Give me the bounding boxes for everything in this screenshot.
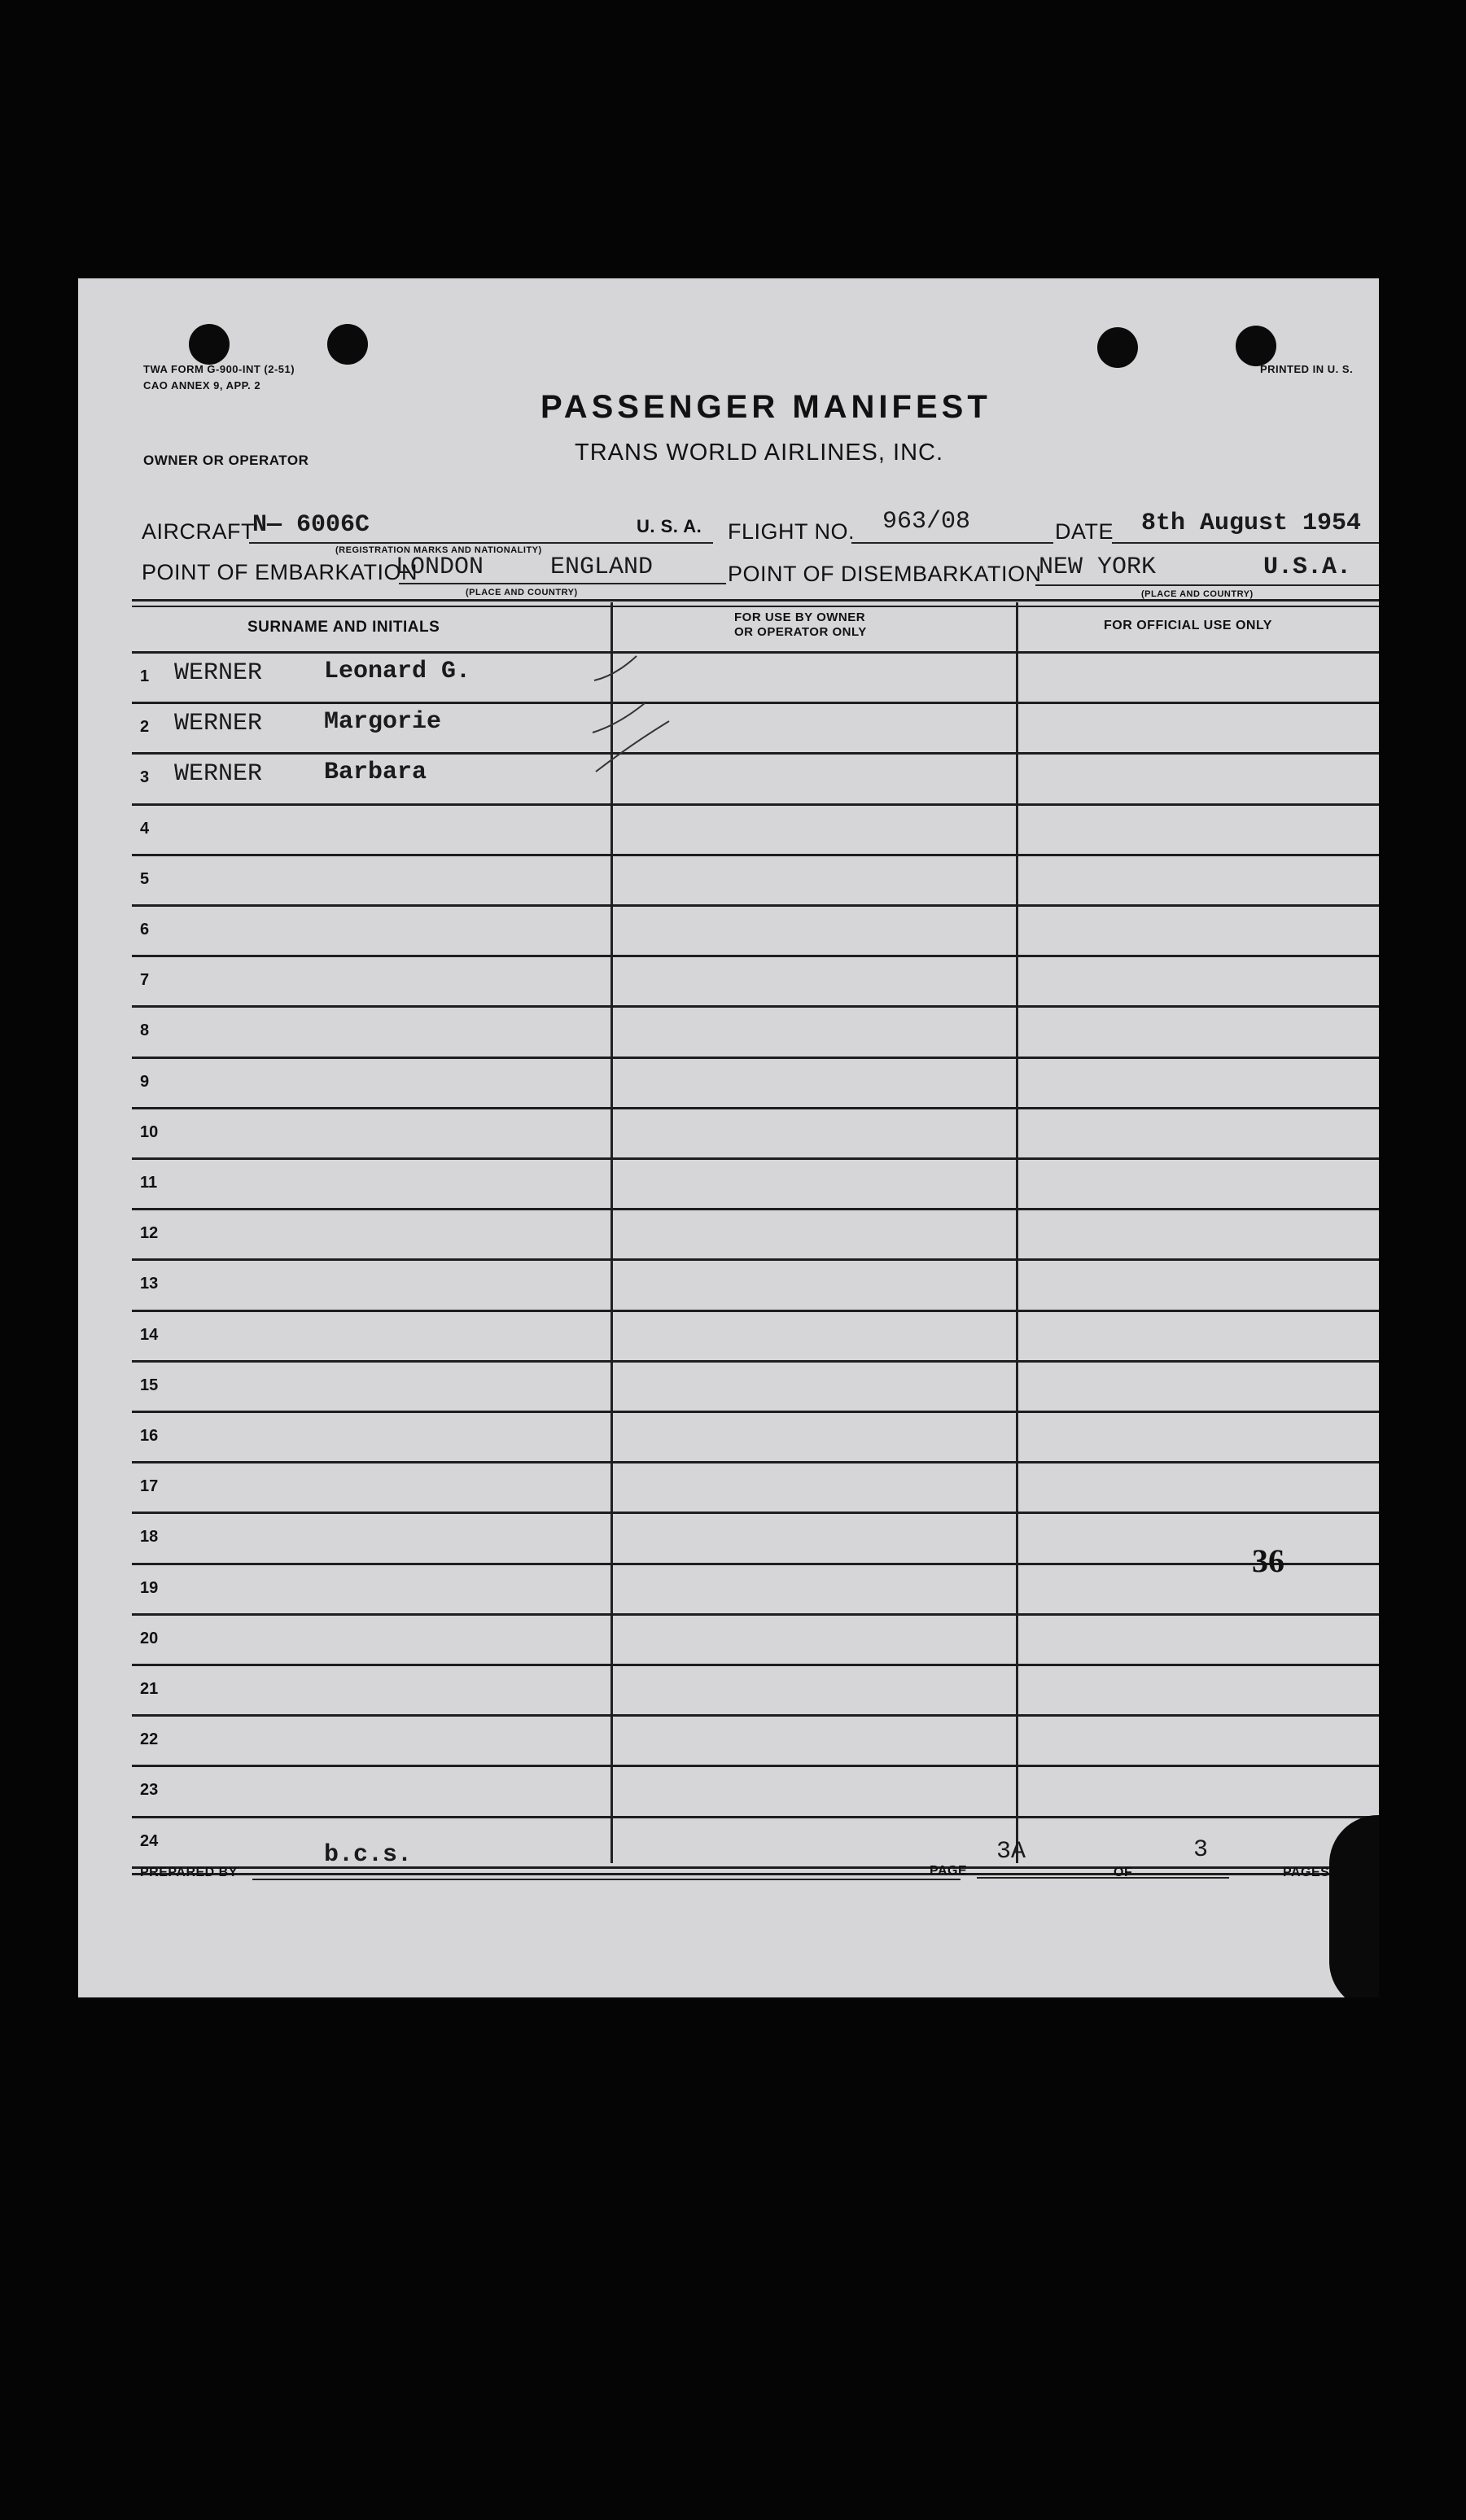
row-number: 2 bbox=[140, 718, 150, 736]
row-number: 20 bbox=[140, 1630, 159, 1647]
disembarkation-country: U.S.A. bbox=[1263, 553, 1352, 581]
row-rule bbox=[132, 1157, 1379, 1160]
date-label: DATE bbox=[1055, 519, 1114, 544]
page-value: 3A bbox=[996, 1838, 1026, 1866]
row-rule bbox=[132, 1258, 1379, 1261]
of-underline bbox=[1140, 1877, 1229, 1879]
flight-label: FLIGHT NO. bbox=[728, 519, 856, 544]
place-note: (PLACE AND COUNTRY) bbox=[466, 588, 578, 597]
column-divider bbox=[610, 602, 613, 1863]
row-rule bbox=[132, 702, 1379, 704]
airline-name: TRANS WORLD AIRLINES, INC. bbox=[575, 440, 944, 466]
row-rule bbox=[132, 1816, 1379, 1818]
row-number: 5 bbox=[140, 870, 150, 888]
passenger-surname: WERNER bbox=[174, 659, 263, 687]
form-code: TWA FORM G-900-INT (2-51) bbox=[143, 363, 295, 375]
official-note: 36 bbox=[1252, 1542, 1284, 1579]
row-number: 7 bbox=[140, 971, 150, 989]
prepared-underline bbox=[252, 1879, 961, 1880]
row-number: 19 bbox=[140, 1579, 159, 1597]
row-number: 16 bbox=[140, 1427, 159, 1445]
row-rule bbox=[132, 854, 1379, 856]
of-label: OF bbox=[1114, 1866, 1133, 1879]
disembarkation-label: POINT OF DISEMBARKATION bbox=[728, 562, 1042, 586]
row-rule bbox=[132, 1563, 1379, 1565]
column-header-owner: FOR USE BY OWNER bbox=[734, 610, 866, 624]
column-divider bbox=[1016, 602, 1018, 1863]
row-number: 3 bbox=[140, 768, 150, 786]
row-number: 23 bbox=[140, 1781, 159, 1799]
column-header-name: SURNAME AND INITIALS bbox=[247, 619, 440, 636]
row-number: 1 bbox=[140, 667, 150, 685]
aircraft-value: N— 6006C bbox=[252, 511, 370, 539]
form-annex: CAO ANNEX 9, APP. 2 bbox=[143, 379, 261, 392]
row-rule bbox=[132, 1005, 1379, 1008]
row-rule bbox=[132, 752, 1379, 755]
punch-hole bbox=[327, 324, 368, 365]
row-rule bbox=[132, 955, 1379, 957]
page-label: PAGE bbox=[930, 1864, 968, 1878]
row-rule bbox=[132, 1411, 1379, 1413]
row-rule bbox=[132, 1664, 1379, 1666]
row-rule bbox=[132, 1714, 1379, 1717]
row-rule bbox=[132, 1512, 1379, 1514]
aircraft-label: AIRCRAFT bbox=[142, 519, 255, 544]
row-rule bbox=[132, 1310, 1379, 1312]
embarkation-city: LONDON bbox=[396, 553, 484, 581]
row-number: 4 bbox=[140, 820, 150, 838]
passenger-given-name: Leonard G. bbox=[324, 658, 471, 685]
row-number: 9 bbox=[140, 1073, 150, 1091]
row-rule bbox=[132, 1057, 1379, 1059]
row-number: 22 bbox=[140, 1730, 159, 1748]
torn-corner bbox=[1329, 1815, 1379, 1997]
row-number: 17 bbox=[140, 1477, 159, 1495]
owner-label: OWNER OR OPERATOR bbox=[143, 453, 309, 468]
prepared-value: b.c.s. bbox=[324, 1841, 413, 1869]
disembarkation-city: NEW YORK bbox=[1039, 553, 1157, 581]
embarkation-country: ENGLAND bbox=[550, 553, 654, 581]
row-rule bbox=[132, 1765, 1379, 1767]
of-value: 3 bbox=[1193, 1836, 1209, 1864]
aircraft-underline bbox=[249, 542, 713, 544]
row-rule bbox=[132, 1107, 1379, 1109]
check-mark-icon bbox=[591, 646, 689, 777]
registration-note: (REGISTRATION MARKS AND NATIONALITY) bbox=[335, 545, 542, 555]
passenger-given-name: Margorie bbox=[324, 708, 442, 736]
punch-hole bbox=[1236, 326, 1276, 366]
date-underline bbox=[1112, 542, 1379, 544]
row-rule bbox=[132, 651, 1379, 654]
embarkation-label: POINT OF EMBARKATION bbox=[142, 560, 418, 584]
row-number: 21 bbox=[140, 1680, 159, 1698]
row-rule bbox=[132, 803, 1379, 806]
place-note: (PLACE AND COUNTRY) bbox=[1141, 589, 1254, 599]
row-number: 8 bbox=[140, 1022, 150, 1039]
punch-hole bbox=[1097, 327, 1138, 368]
table-top-rule bbox=[132, 606, 1379, 607]
printed-note: PRINTED IN U. S. bbox=[1260, 363, 1354, 375]
punch-hole bbox=[189, 324, 230, 365]
passenger-surname: WERNER bbox=[174, 710, 263, 737]
pages-label: PAGES bbox=[1283, 1866, 1330, 1879]
row-rule bbox=[132, 1866, 1379, 1869]
column-header-owner: OR OPERATOR ONLY bbox=[734, 625, 867, 639]
row-rule bbox=[132, 904, 1379, 907]
row-number: 14 bbox=[140, 1326, 159, 1344]
row-rule bbox=[132, 1208, 1379, 1210]
nationality: U. S. A. bbox=[637, 516, 702, 536]
row-number: 6 bbox=[140, 921, 150, 938]
column-header-official: FOR OFFICIAL USE ONLY bbox=[1104, 619, 1272, 632]
date-value: 8th August 1954 bbox=[1141, 510, 1362, 537]
row-number: 12 bbox=[140, 1224, 159, 1242]
row-number: 11 bbox=[140, 1174, 158, 1192]
row-rule bbox=[132, 1360, 1379, 1363]
table-top-rule bbox=[132, 599, 1379, 602]
row-number: 15 bbox=[140, 1376, 159, 1394]
passenger-given-name: Barbara bbox=[324, 759, 427, 786]
row-number: 24 bbox=[140, 1832, 159, 1850]
prepared-label: PREPARED BY bbox=[140, 1866, 238, 1879]
row-number: 10 bbox=[140, 1123, 159, 1141]
row-rule bbox=[132, 1461, 1379, 1463]
embarkation-underline bbox=[399, 583, 726, 584]
table-bottom-rule bbox=[132, 1873, 1379, 1875]
disembarkation-underline bbox=[1035, 584, 1379, 586]
row-rule bbox=[132, 1613, 1379, 1616]
flight-value: 963/08 bbox=[882, 508, 971, 536]
passenger-surname: WERNER bbox=[174, 760, 263, 788]
manifest-title: PASSENGER MANIFEST bbox=[540, 389, 991, 425]
row-number: 18 bbox=[140, 1528, 159, 1546]
manifest-page bbox=[78, 278, 1379, 1997]
row-number: 13 bbox=[140, 1275, 159, 1293]
flight-underline bbox=[851, 542, 1053, 544]
